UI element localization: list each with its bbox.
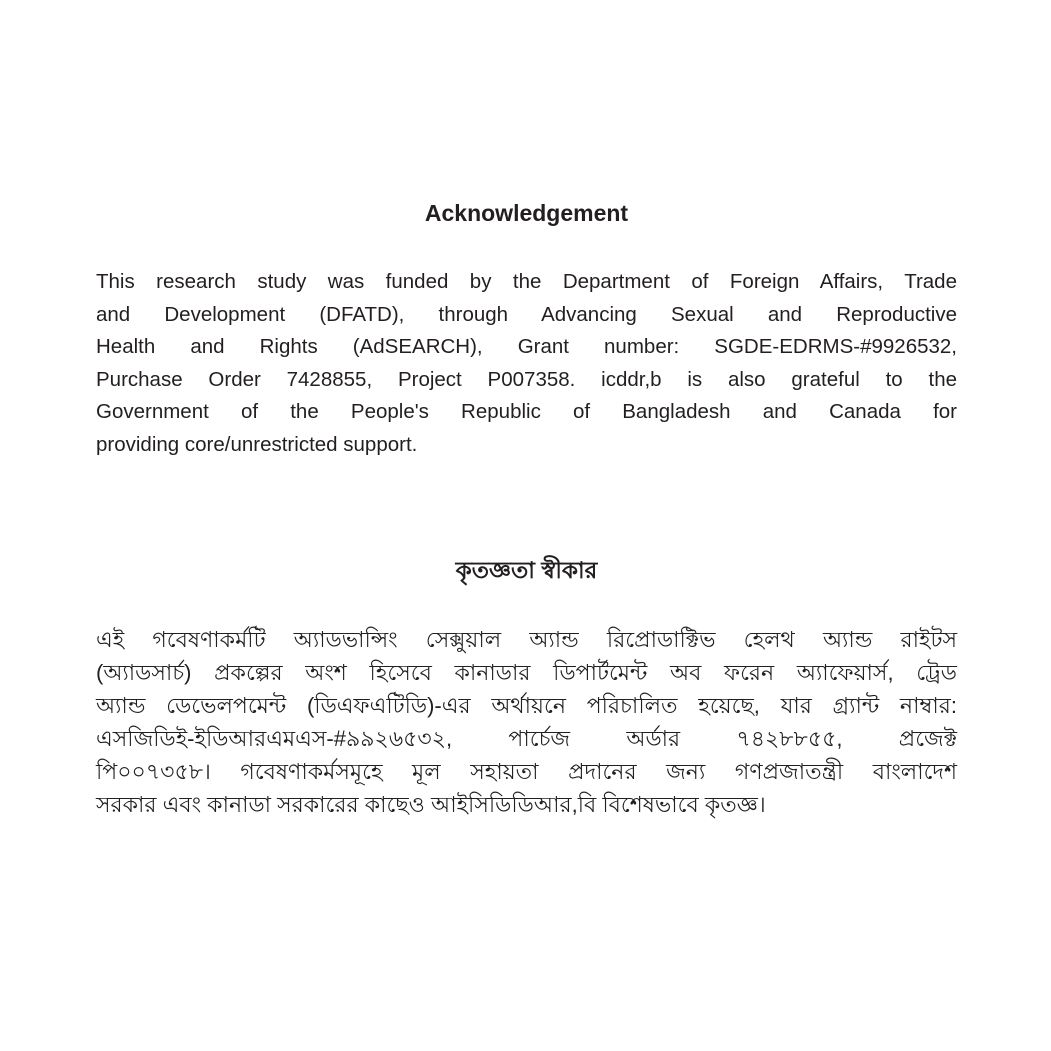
english-acknowledgement-paragraph [96, 266, 957, 461]
paragraph-line: Government of the People's Republic of Bangladesh and Canada for [96, 400, 957, 423]
paragraph-line: অ্যান্ড ডেভেলপমেন্ট (ডিএফএটিডি)-এর অর্থায়নে পরিচালিত হয়েছে, যার গ্র্যান্ট নাম্বার: [96, 693, 957, 718]
paragraph-line: (অ্যাডসার্চ) প্রকল্পের অংশ হিসেবে কানাডার ডিপার্টমেন্ট অব ফরেন অ্যাফেয়ার্স, ট্রেড [96, 660, 957, 685]
paragraph-line: পি০০৭৩৫৮। গবেষণাকর্মসমূহে মূল সহায়তা প্রদানের জন্য গণপ্রজাতন্ত্রী বাংলাদেশ [96, 759, 957, 784]
paragraph-line: providing core/unrestricted support. [96, 432, 418, 456]
bengali-acknowledgement-paragraph [96, 623, 957, 821]
paragraph-line: সরকার এবং কানাডা সরকারের কাছেও আইসিডিডিআর,বি বিশেষভাবে কৃতজ্ঞ। [96, 792, 766, 817]
paragraph-line: Health and Rights (AdSEARCH), Grant number: SGDE-EDRMS-#9926532, [96, 335, 957, 358]
paragraph-line: and Development (DFATD), through Advancing Sexual and Reproductive [96, 302, 957, 326]
paragraph-line: এসজিডিই-ইডিআরএমএস-#৯৯২৬৫৩২, পার্চেজ অর্ডার ৭৪২৮৮৫৫, প্রজেক্ট [96, 726, 957, 751]
bengali-acknowledgement-title: কৃতজ্ঞতা স্বীকার [455, 557, 598, 583]
english-acknowledgement-title: Acknowledgement [424, 200, 629, 226]
paragraph-line: Purchase Order 7428855, Project P007358. icddr,b is also grateful to the [96, 367, 957, 391]
paragraph-line: এই গবেষণাকর্মটি অ্যাডভান্সিং সেক্সুয়াল অ্যান্ড রিপ্রোডাক্টিভ হেলথ অ্যান্ড রাইটস [96, 627, 957, 652]
paragraph-line: This research study was funded by the Department of Foreign Affairs, Trade [96, 270, 957, 293]
